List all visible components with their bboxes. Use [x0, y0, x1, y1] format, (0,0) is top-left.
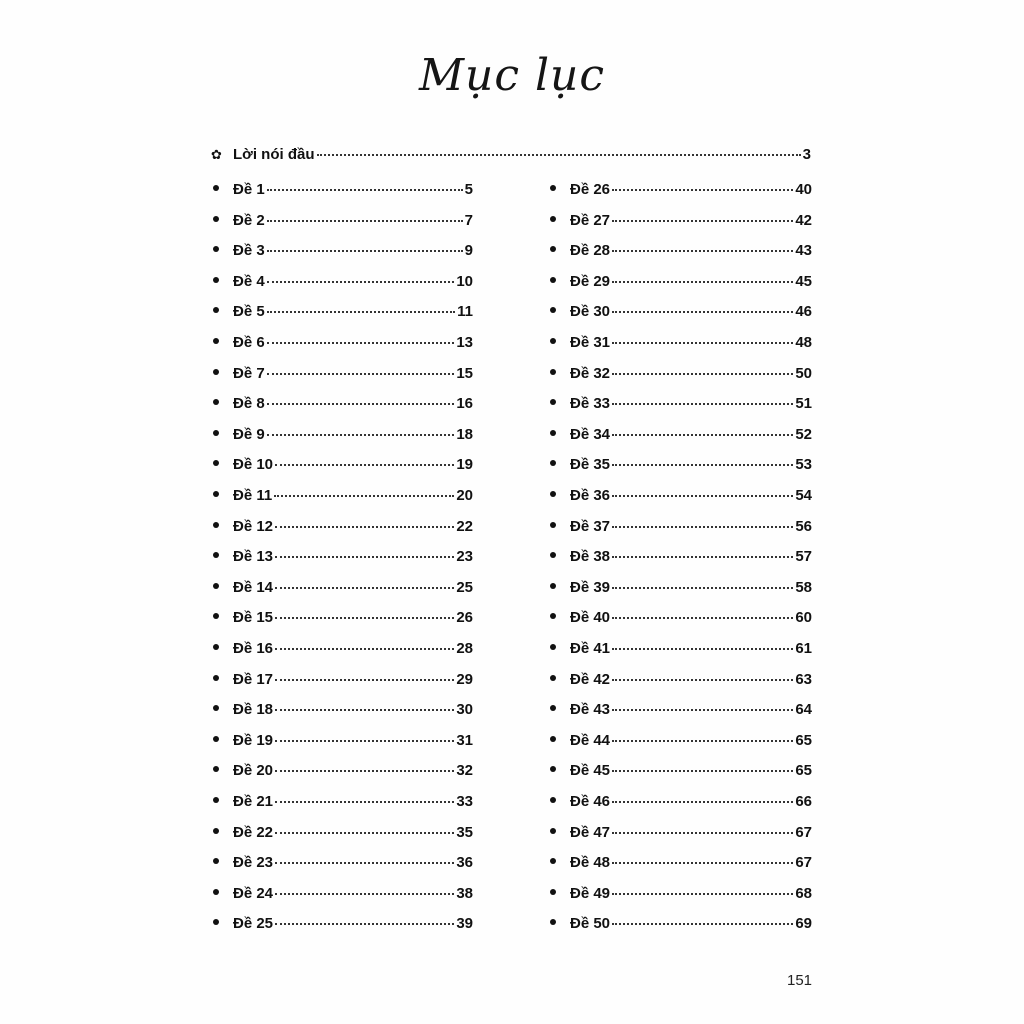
- toc-entry-page: 65: [795, 731, 812, 749]
- bullet-icon: [213, 277, 219, 283]
- toc-entry-page: 35: [456, 823, 473, 841]
- bullet-icon: [550, 369, 556, 375]
- leader-dots: [612, 801, 793, 803]
- bullet-icon: [213, 430, 219, 436]
- toc-entry-label: Đề 32: [570, 364, 611, 382]
- toc-entry-page: 20: [456, 487, 473, 504]
- toc-entry: [550, 915, 812, 937]
- toc-entry-page: 32: [456, 762, 473, 780]
- toc-entry: [213, 548, 473, 570]
- leader-dots: [275, 709, 454, 711]
- leader-dots: [612, 403, 793, 405]
- toc-entry-label: Đề 33: [570, 395, 611, 413]
- toc-entry-page: 67: [795, 854, 812, 872]
- toc-entry: [213, 426, 473, 448]
- toc-entry-page: 11: [457, 303, 473, 321]
- toc-entry-label: Đề 7: [233, 364, 265, 382]
- toc-entry-label: Đề 49: [570, 884, 611, 902]
- leader-dots: [612, 587, 793, 589]
- leader-dots: [275, 801, 454, 803]
- leader-dots: [612, 556, 793, 558]
- toc-entry: [213, 395, 473, 417]
- toc-entry-page: 45: [795, 272, 812, 290]
- toc-entry: [550, 487, 812, 509]
- leader-dots: [612, 342, 793, 344]
- leader-dots: [612, 189, 793, 191]
- toc-entry-page: 16: [456, 395, 473, 413]
- bullet-icon: [550, 460, 556, 466]
- toc-entry-page: 18: [456, 425, 473, 443]
- toc-entry: [213, 456, 473, 478]
- toc-entry: [213, 885, 473, 907]
- toc-entry-label: Đề 44: [570, 731, 611, 749]
- toc-entry: [550, 548, 812, 570]
- toc-entry-page: 56: [795, 517, 812, 535]
- toc-entry-label: Đề 38: [570, 548, 611, 566]
- leader-dots: [612, 923, 793, 925]
- toc-entry: [213, 762, 473, 784]
- toc-entry-page: 5: [464, 181, 473, 198]
- leader-dots: [267, 373, 455, 375]
- bullet-icon: [550, 552, 556, 558]
- toc-entry: [550, 701, 812, 723]
- toc-entry-label: Đề 42: [570, 670, 611, 688]
- toc-entry-label: Đề 13: [233, 548, 274, 566]
- toc-entry-label: Đề 12: [233, 517, 274, 535]
- leader-dots: [612, 311, 793, 313]
- bullet-icon: [550, 858, 556, 864]
- toc-entry-label: Đề 25: [233, 915, 274, 933]
- toc-entry-page: 68: [795, 884, 812, 902]
- leader-dots: [267, 403, 455, 405]
- leader-dots: [612, 709, 793, 711]
- toc-entry-label: Đề 8: [233, 395, 265, 413]
- toc-entry-page: 23: [456, 548, 473, 566]
- toc-entry-label: Đề 34: [570, 425, 611, 443]
- toc-entry-page: 13: [456, 334, 473, 351]
- leader-dots: [275, 587, 454, 589]
- toc-entry-page: 3: [802, 146, 811, 163]
- toc-entry: [550, 242, 812, 264]
- leader-dots: [267, 220, 463, 222]
- bullet-icon: [213, 338, 219, 344]
- bullet-icon: [550, 522, 556, 528]
- toc-entry-page: 25: [456, 578, 473, 596]
- bullet-icon: [550, 430, 556, 436]
- leader-dots: [612, 373, 793, 375]
- bullet-icon: [213, 246, 219, 252]
- leader-dots: [275, 862, 454, 864]
- leader-dots: [612, 770, 793, 772]
- bullet-icon: [213, 644, 219, 650]
- toc-entry-page: 52: [795, 425, 812, 443]
- toc-entry: [550, 793, 812, 815]
- toc-entry-page: 60: [795, 609, 812, 627]
- leader-dots: [612, 495, 793, 497]
- leader-dots: [275, 679, 454, 681]
- toc-entry-label: Đề 50: [570, 915, 611, 933]
- leader-dots: [275, 832, 454, 834]
- page-title: Mục lục: [418, 50, 606, 101]
- toc-entry-page: 10: [456, 272, 473, 290]
- toc-entry: [213, 242, 473, 264]
- toc-entry-label: Đề 9: [233, 425, 265, 443]
- leader-dots: [267, 189, 463, 191]
- toc-entry-page: 36: [456, 854, 473, 872]
- toc-entry: [213, 518, 473, 540]
- toc-entry: [550, 854, 812, 876]
- toc-entry-page: 57: [795, 548, 812, 566]
- bullet-icon: [550, 246, 556, 252]
- leader-dots: [612, 617, 793, 619]
- toc-entry-label: Đề 15: [233, 609, 274, 627]
- toc-entry: [550, 426, 812, 448]
- toc-entry: [213, 793, 473, 815]
- toc-entry-label: Đề 3: [233, 242, 265, 260]
- toc-entry-label: Đề 11: [233, 487, 273, 504]
- toc-entry: [213, 334, 473, 356]
- leader-dots: [275, 617, 454, 619]
- toc-entry: [550, 273, 812, 295]
- toc-entry-label: Đề 23: [233, 854, 274, 872]
- toc-entry-label: Lời nói đầu: [233, 146, 315, 163]
- toc-entry-page: 22: [456, 517, 473, 535]
- toc-entry-page: 51: [795, 395, 812, 413]
- toc-entry-label: Đề 46: [570, 793, 611, 810]
- bullet-icon: [550, 889, 556, 895]
- bullet-icon: [213, 705, 219, 711]
- toc-entry-label: Đề 39: [570, 578, 611, 596]
- bullet-icon: [213, 828, 219, 834]
- leader-dots: [274, 495, 454, 497]
- toc-entry-label: Đề 27: [570, 211, 611, 229]
- bullet-icon: [550, 307, 556, 313]
- bullet-icon: [213, 797, 219, 803]
- bullet-icon: [213, 369, 219, 375]
- leader-dots: [267, 281, 455, 283]
- leader-dots: [612, 648, 793, 650]
- toc-entry: [213, 671, 473, 693]
- bullet-icon: [550, 613, 556, 619]
- toc-entry-page: 30: [456, 701, 473, 719]
- bullet-icon: [213, 766, 219, 772]
- toc-entry-page: 43: [795, 242, 812, 260]
- toc-entry: [550, 334, 812, 356]
- bullet-icon: [213, 491, 219, 497]
- bullet-icon: [550, 583, 556, 589]
- bullet-icon: [213, 552, 219, 558]
- toc-entry-label: Đề 14: [233, 578, 274, 596]
- toc-entry: [550, 640, 812, 662]
- leader-dots: [612, 250, 793, 252]
- toc-entry-page: 53: [795, 456, 812, 474]
- leader-dots: [612, 862, 793, 864]
- bullet-icon: [213, 522, 219, 528]
- bullet-icon: [550, 675, 556, 681]
- bullet-icon: [550, 399, 556, 405]
- leader-dots: [612, 832, 793, 834]
- bullet-icon: [550, 491, 556, 497]
- toc-entry-label: Đề 43: [570, 701, 611, 719]
- toc-entry-page: 66: [795, 793, 812, 810]
- toc-entry-label: Đề 20: [233, 762, 274, 780]
- leader-dots: [275, 770, 454, 772]
- toc-entry-label: Đề 40: [570, 609, 611, 627]
- bullet-icon: [213, 185, 219, 191]
- toc-entry-page: 9: [464, 242, 473, 260]
- toc-entry-page: 64: [795, 701, 812, 719]
- page-number: 151: [787, 972, 813, 989]
- toc-entry: [213, 854, 473, 876]
- bullet-icon: [213, 919, 219, 925]
- leader-dots: [317, 154, 801, 156]
- bullet-icon: [550, 797, 556, 803]
- toc-entry: [213, 303, 473, 325]
- leader-dots: [612, 740, 793, 742]
- toc-entry-page: 19: [456, 456, 473, 474]
- toc-entry-page: 63: [795, 670, 812, 688]
- toc-entry-label: Đề 24: [233, 884, 274, 902]
- toc-entry: [550, 885, 812, 907]
- leader-dots: [612, 464, 793, 466]
- toc-entry: [550, 212, 812, 234]
- toc-entry-page: 50: [795, 364, 812, 382]
- bullet-icon: [213, 583, 219, 589]
- toc-entry: [550, 181, 812, 203]
- toc-entry: [213, 487, 473, 509]
- toc-entry-label: Đề 48: [570, 854, 611, 872]
- toc-entry-label: Đề 28: [570, 242, 611, 260]
- toc-entry-page: 42: [795, 211, 812, 229]
- leader-dots: [267, 311, 455, 313]
- leader-dots: [275, 648, 454, 650]
- toc-entry: [213, 701, 473, 723]
- leader-dots: [275, 464, 454, 466]
- toc-entry-label: Đề 16: [233, 640, 274, 657]
- toc-entry-label: Đề 2: [233, 211, 265, 229]
- toc-entry: [213, 365, 473, 387]
- toc-entry-label: Đề 19: [233, 731, 274, 749]
- toc-entry: [213, 915, 473, 937]
- toc-entry: [550, 579, 812, 601]
- toc-entry: [213, 181, 473, 203]
- toc-entry-page: 29: [456, 670, 473, 688]
- toc-entry: [213, 824, 473, 846]
- toc-entry-label: Đề 26: [570, 181, 611, 198]
- toc-entry: [550, 456, 812, 478]
- toc-entry-label: Đề 4: [233, 272, 265, 290]
- bullet-icon: [550, 705, 556, 711]
- toc-entry: [550, 609, 812, 631]
- toc-entry: [550, 518, 812, 540]
- toc-entry-label: Đề 5: [233, 303, 265, 321]
- bullet-icon: [213, 675, 219, 681]
- leader-dots: [612, 679, 793, 681]
- toc-entry-label: Đề 37: [570, 517, 611, 535]
- bullet-icon: [213, 613, 219, 619]
- bullet-icon: [213, 736, 219, 742]
- toc-entry-label: Đề 21: [233, 793, 274, 810]
- toc-entry-preface: [211, 146, 811, 168]
- toc-entry-page: 46: [795, 303, 812, 321]
- toc-entry-label: Đề 41: [570, 640, 611, 657]
- toc-entry-page: 69: [795, 915, 812, 933]
- toc-entry-page: 65: [795, 762, 812, 780]
- toc-entry-label: Đề 35: [570, 456, 611, 474]
- toc-entry-page: 61: [795, 640, 812, 657]
- toc-entry-page: 48: [795, 334, 812, 351]
- toc-entry-label: Đề 1: [233, 181, 265, 198]
- bullet-icon: [213, 399, 219, 405]
- toc-entry-page: 39: [456, 915, 473, 933]
- leader-dots: [275, 893, 454, 895]
- toc-entry-label: Đề 18: [233, 701, 274, 719]
- toc-entry: [213, 273, 473, 295]
- leader-dots: [612, 281, 793, 283]
- leader-dots: [267, 250, 463, 252]
- bullet-icon: [213, 858, 219, 864]
- leader-dots: [267, 434, 455, 436]
- leader-dots: [275, 556, 454, 558]
- toc-entry-label: Đề 45: [570, 762, 611, 780]
- bullet-icon: [550, 216, 556, 222]
- bullet-icon: [550, 828, 556, 834]
- toc-entry: [550, 395, 812, 417]
- toc-entry-page: 26: [456, 609, 473, 627]
- leader-dots: [275, 740, 454, 742]
- toc-entry: [550, 762, 812, 784]
- toc-entry-label: Đề 10: [233, 456, 274, 474]
- bullet-icon: [550, 736, 556, 742]
- toc-entry-page: 31: [456, 731, 473, 749]
- toc-entry: [550, 824, 812, 846]
- toc-entry-page: 67: [795, 823, 812, 841]
- toc-entry-page: 54: [795, 487, 812, 504]
- toc-entry-page: 7: [464, 211, 473, 229]
- bullet-icon: [213, 307, 219, 313]
- toc-entry-page: 15: [456, 364, 473, 382]
- toc-entry-label: Đề 47: [570, 823, 611, 841]
- leader-dots: [275, 923, 454, 925]
- leader-dots: [612, 893, 793, 895]
- bullet-icon: [550, 277, 556, 283]
- toc-entry: [550, 732, 812, 754]
- leader-dots: [612, 434, 793, 436]
- toc-entry-label: Đề 30: [570, 303, 611, 321]
- toc-entry-label: Đề 36: [570, 487, 611, 504]
- flower-icon: ✿: [211, 147, 222, 162]
- bullet-icon: [213, 889, 219, 895]
- toc-entry-label: Đề 17: [233, 670, 274, 688]
- toc-entry: [213, 579, 473, 601]
- toc-entry-page: 58: [795, 578, 812, 596]
- toc-entry-label: Đề 22: [233, 823, 274, 841]
- toc-entry-page: 28: [456, 640, 473, 657]
- bullet-icon: [213, 216, 219, 222]
- toc-entry-page: 33: [456, 793, 473, 810]
- toc-entry: [213, 212, 473, 234]
- bullet-icon: [213, 460, 219, 466]
- bullet-icon: [550, 185, 556, 191]
- bullet-icon: [550, 338, 556, 344]
- toc-entry-label: Đề 6: [233, 334, 265, 351]
- toc-entry: [550, 365, 812, 387]
- bullet-icon: [550, 644, 556, 650]
- toc-entry: [213, 732, 473, 754]
- toc-entry-page: 38: [456, 884, 473, 902]
- leader-dots: [275, 526, 454, 528]
- leader-dots: [612, 220, 793, 222]
- toc-entry: [213, 640, 473, 662]
- toc-entry-label: Đề 31: [570, 334, 611, 351]
- bullet-icon: [550, 766, 556, 772]
- bullet-icon: [550, 919, 556, 925]
- leader-dots: [612, 526, 793, 528]
- toc-entry: [550, 303, 812, 325]
- leader-dots: [267, 342, 455, 344]
- toc-entry: [550, 671, 812, 693]
- toc-entry-label: Đề 29: [570, 272, 611, 290]
- toc-entry: [213, 609, 473, 631]
- toc-entry-page: 40: [795, 181, 812, 198]
